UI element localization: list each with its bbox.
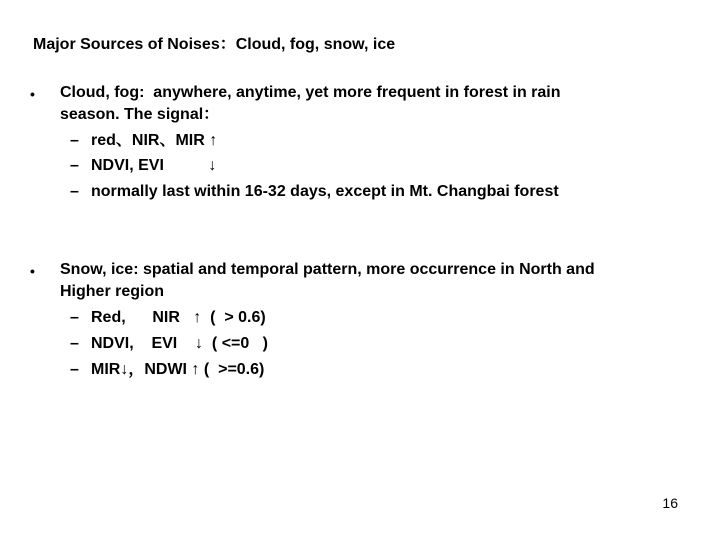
bullet-2-subitem-1: Red, NIR ↑ ( > 0.6) (91, 309, 266, 326)
dash-marker: – (70, 132, 79, 149)
slide-title: Major Sources of Noises：Cloud, fog, snow, ice (33, 36, 396, 53)
bullet-1-subitem-2: NDVI, EVI ↓ (91, 157, 217, 174)
dash-marker: – (70, 335, 79, 352)
bullet-2-subitem-3: MIR↓，NDWI ↑ ( >=0.6) (91, 361, 265, 378)
bullet-1-subitem-1: red、NIR、MIR ↑ (91, 132, 218, 149)
bullet-marker: • (30, 263, 35, 279)
bullet-1-subitem-3: normally last within 16-32 days, except in Mt. Changbai forest (91, 183, 559, 200)
bullet-2-line-2: Higher region (60, 283, 165, 300)
bullet-2-line-1: Snow, ice: spatial and temporal pattern, more occurrence in North and (60, 261, 595, 278)
dash-marker: – (70, 309, 79, 326)
bullet-2-subitem-2: NDVI, EVI ↓ ( <=0 ) (91, 335, 268, 352)
dash-marker: – (70, 183, 79, 200)
dash-marker: – (70, 157, 79, 174)
bullet-1-line-2: season. The signal： (60, 106, 220, 123)
page-number: 16 (662, 495, 678, 511)
dash-marker: – (70, 361, 79, 378)
bullet-marker: • (30, 86, 35, 102)
bullet-1-line-1: Cloud, fog: anywhere, anytime, yet more frequent in forest in rain (60, 84, 561, 101)
